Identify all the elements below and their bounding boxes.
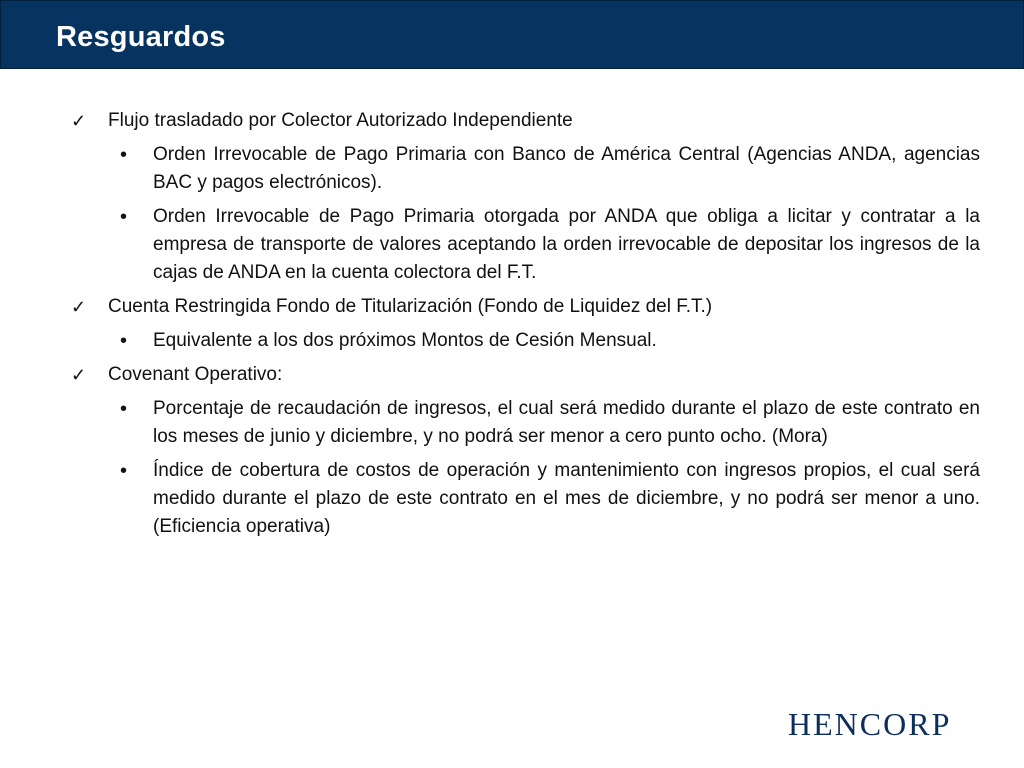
bullet-icon: •: [120, 398, 128, 420]
section-heading: [68, 361, 980, 389]
bullet-text: Orden Irrevocable de Pago Primaria con Banco de América Central (Agencias ANDA, agencias BAC y pagos electrónicos).: [153, 144, 980, 193]
check-icon: ✓: [71, 365, 87, 385]
bullet-icon: •: [120, 460, 128, 482]
section-flujo: [68, 107, 980, 287]
bullet-text: Índice de cobertura de costos de operación y mantenimiento con ingresos propios, el cual será medido durante el plazo de este contrato en el mes de diciembre, y no podrá ser menor a uno. (Eficiencia operativa): [153, 460, 980, 537]
bullet-text: Porcentaje de recaudación de ingresos, el cual será medido durante el plazo de este contrato en los meses de junio y diciembre, y no podrá ser menor a cero punto ocho. (Mora): [153, 398, 980, 447]
hencorp-logo-icon: [788, 704, 996, 744]
bullet-item: [68, 457, 980, 541]
section-title-flujo: Flujo trasladado por Colector Autorizado Independiente: [108, 110, 573, 131]
bullet-text: Orden Irrevocable de Pago Primaria otorgada por ANDA que obliga a licitar y contratar a la empresa de transporte de valores aceptando la orden irrevocable de depositar los ingresos de la cajas de ANDA en la cuenta colectora del F.T.: [153, 206, 980, 283]
section-cuenta: [68, 293, 980, 355]
bullet-item: [68, 141, 980, 197]
bullet-icon: •: [120, 206, 128, 228]
check-icon: ✓: [71, 297, 87, 317]
title-bar: [0, 0, 1024, 69]
section-covenant: [68, 361, 980, 541]
bullet-item: [68, 203, 980, 287]
bullet-icon: •: [120, 144, 128, 166]
page-title: Resguardos: [56, 21, 226, 53]
bullet-item: [68, 327, 980, 355]
section-title-covenant: Covenant Operativo:: [108, 364, 283, 385]
section-heading: [68, 107, 980, 135]
logo-text: HENCORP: [788, 706, 952, 742]
bullet-text: Equivalente a los dos próximos Montos de Cesión Mensual.: [153, 330, 657, 351]
check-icon: ✓: [71, 111, 87, 131]
bullet-icon: •: [120, 330, 128, 352]
section-heading: [68, 293, 980, 321]
bullet-item: [68, 395, 980, 451]
section-title-cuenta: Cuenta Restringida Fondo de Titularización (Fondo de Liquidez del F.T.): [108, 296, 713, 317]
content-area: [68, 107, 980, 547]
